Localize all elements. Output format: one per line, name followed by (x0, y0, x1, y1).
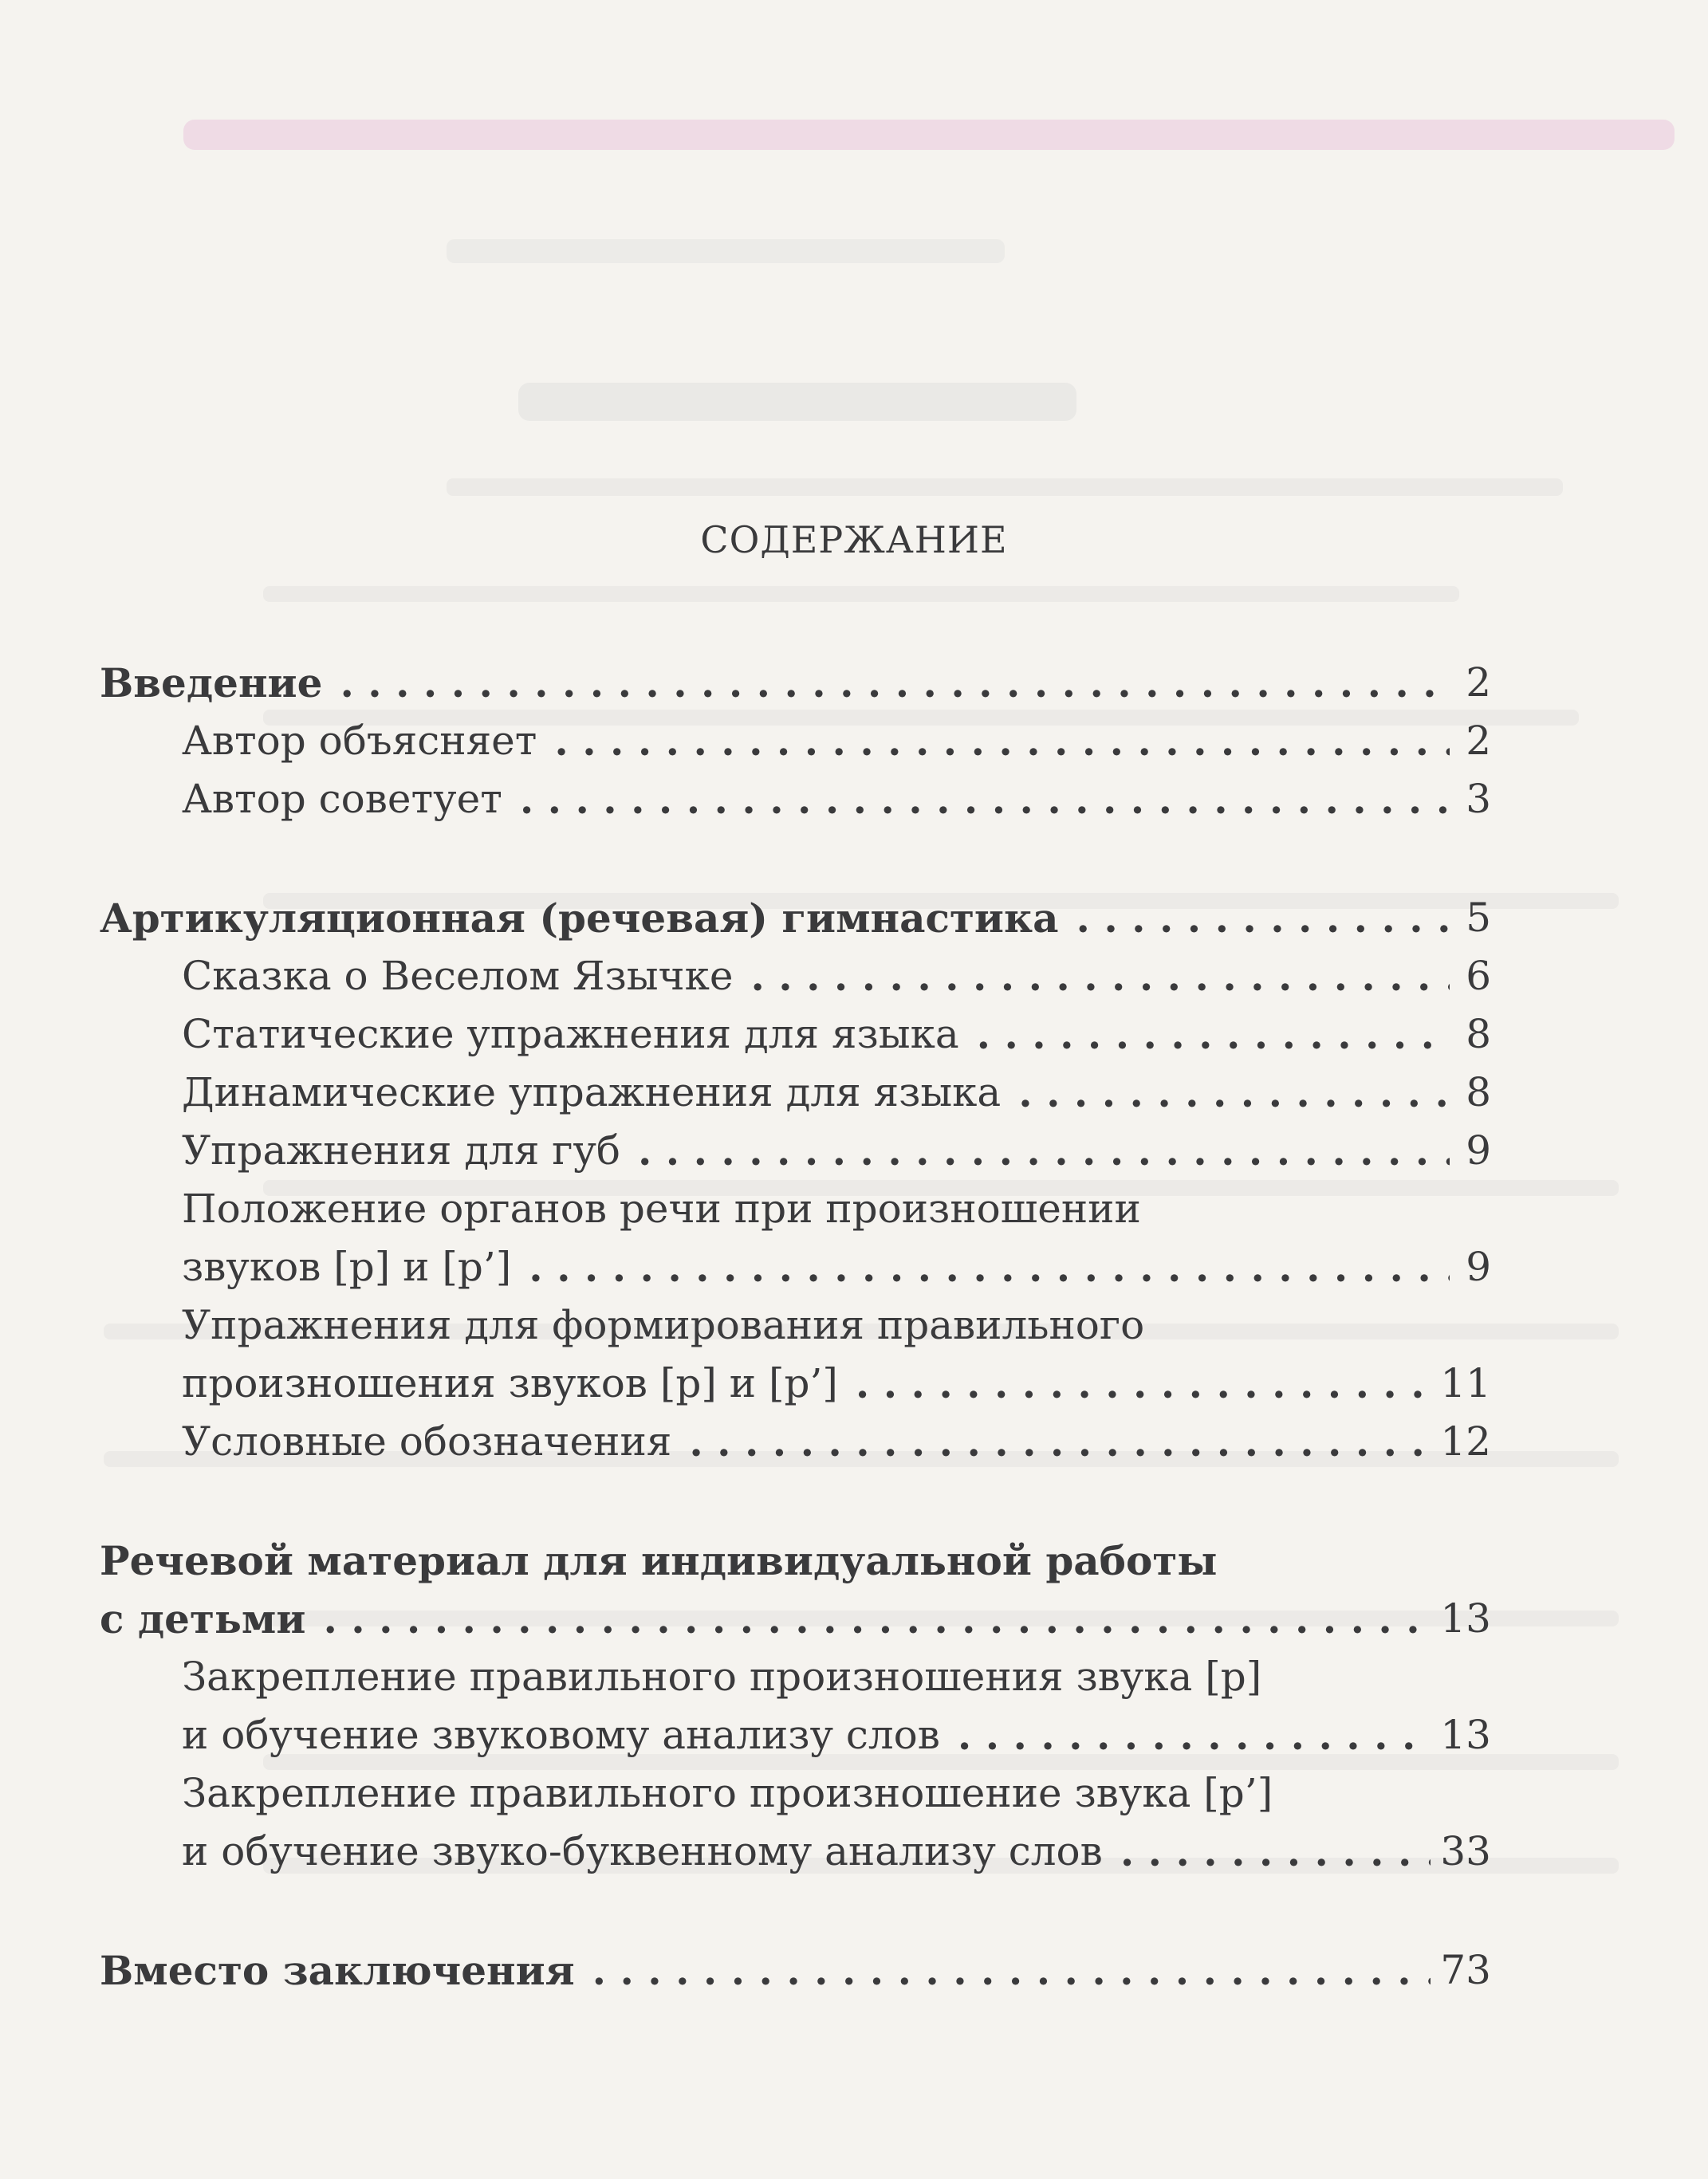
section-gap (100, 1881, 1491, 1941)
table-of-contents (100, 654, 1491, 2000)
toc-item-tale[interactable] (100, 947, 1491, 1005)
toc-page-number: 9 (1466, 1127, 1491, 1174)
toc-page-number: 11 (1440, 1360, 1491, 1406)
toc-item-static-exercises[interactable] (100, 1005, 1491, 1064)
toc-item-label: Сказка о Веселом Язычке (182, 953, 734, 999)
dot-leader (554, 712, 1450, 770)
toc-item-sound-r-soft[interactable] (100, 1823, 1491, 1881)
toc-page-number: 9 (1466, 1244, 1491, 1290)
toc-section-speech-material-line1[interactable]: Речевой материал для индивидуальной работы (100, 1537, 1218, 1584)
toc-item-dynamic-exercises[interactable] (100, 1064, 1491, 1122)
toc-item-label: произношения звуков [р] и [р’] (182, 1360, 838, 1406)
toc-item-lip-exercises[interactable] (100, 1122, 1491, 1180)
toc-item-label: Динамические упражнения для языка (182, 1069, 1002, 1115)
toc-item-sound-r-soft-line1[interactable]: Закрепление правильного произношение звука [р’] (182, 1770, 1273, 1816)
toc-item-sound-r[interactable] (100, 1706, 1491, 1764)
section-gap (100, 1471, 1491, 1532)
dot-leader (323, 1590, 1431, 1648)
toc-page-number: 13 (1440, 1712, 1491, 1758)
toc-item-label: и обучение звуковому анализу слов (182, 1712, 940, 1758)
toc-item-label: Автор советует (182, 776, 502, 822)
toc-page-number: 33 (1440, 1828, 1491, 1874)
toc-page-number: 5 (1466, 895, 1491, 941)
toc-page-number: 3 (1466, 776, 1491, 822)
toc-section-label: Введение (100, 659, 323, 706)
toc-section-label: с детьми (100, 1595, 306, 1642)
toc-page-number: 6 (1466, 953, 1491, 999)
dot-leader (1076, 889, 1450, 947)
toc-item-pronunciation-exercises[interactable] (100, 1355, 1491, 1413)
toc-item-speech-organs-line1[interactable]: Положение органов речи при произношении (182, 1186, 1141, 1232)
toc-page-number: 8 (1466, 1069, 1491, 1115)
dot-leader (689, 1413, 1431, 1471)
page-title: СОДЕРЖАНИЕ (700, 518, 1008, 561)
dot-leader (958, 1706, 1431, 1764)
dot-leader (340, 654, 1450, 712)
toc-item-legend[interactable] (100, 1413, 1491, 1471)
dot-leader (977, 1005, 1450, 1064)
dot-leader (592, 1941, 1431, 2000)
dot-leader (856, 1355, 1431, 1413)
toc-item-pronunciation-exercises-line1[interactable]: Упражнения для формирования правильного (182, 1302, 1145, 1348)
toc-item-author-advises[interactable] (100, 770, 1491, 828)
toc-page-number: 12 (1440, 1418, 1491, 1465)
toc-item-label: Условные обозначения (182, 1418, 672, 1465)
toc-page-number: 2 (1466, 659, 1491, 706)
toc-section-label: Артикуляционная (речевая) гимнастика (100, 895, 1059, 942)
toc-item-label: Статические упражнения для языка (182, 1011, 959, 1057)
dot-leader (750, 947, 1450, 1005)
toc-section-articulation-gymnastics[interactable] (100, 889, 1491, 947)
dot-leader (1018, 1064, 1450, 1122)
toc-section-introduction[interactable] (100, 654, 1491, 712)
toc-item-label: Упражнения для губ (182, 1127, 620, 1174)
toc-item-label: Автор объясняет (182, 718, 537, 764)
toc-page-number: 2 (1466, 718, 1491, 764)
toc-item-label: звуков [р] и [р’] (182, 1244, 512, 1290)
toc-page-number: 73 (1440, 1947, 1491, 1993)
toc-item-sound-r-line1[interactable]: Закрепление правильного произношения звука [р] (182, 1654, 1262, 1700)
toc-section-speech-material[interactable] (100, 1590, 1491, 1648)
toc-page-number: 13 (1440, 1595, 1491, 1642)
toc-item-speech-organs[interactable] (100, 1238, 1491, 1296)
toc-item-label: и обучение звуко-буквенному анализу слов (182, 1828, 1103, 1874)
section-gap (100, 828, 1491, 889)
toc-page-number: 8 (1466, 1011, 1491, 1057)
dot-leader (520, 770, 1450, 828)
toc-section-label: Вместо заключения (100, 1947, 575, 1994)
dot-leader (1120, 1823, 1431, 1881)
toc-item-author-explains[interactable] (100, 712, 1491, 770)
dot-leader (529, 1238, 1450, 1296)
dot-leader (638, 1122, 1450, 1180)
toc-section-conclusion[interactable] (100, 1941, 1491, 2000)
